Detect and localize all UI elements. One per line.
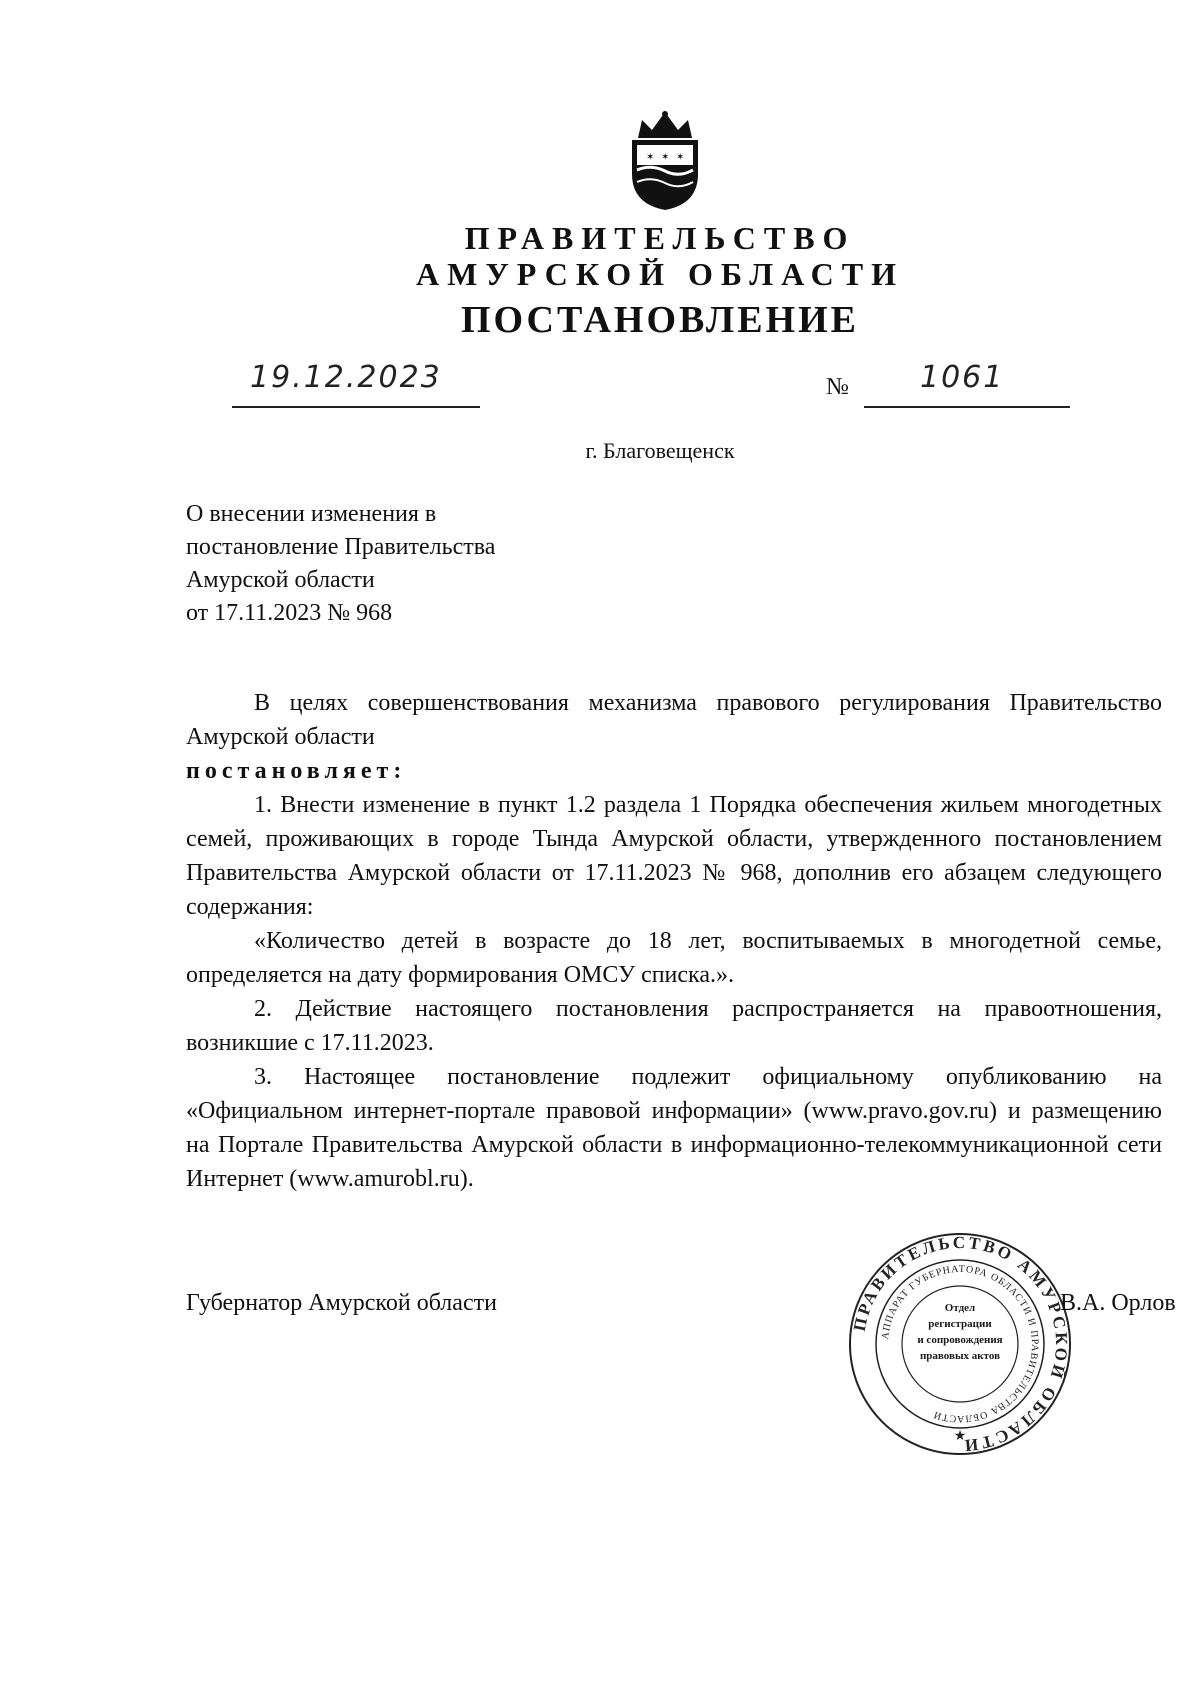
coat-of-arms-icon: [624, 108, 706, 212]
item-1-paragraph: 1. Внести изменение в пункт 1.2 раздела 1 Порядка обеспечения жильем многодетных семей, проживающих в городе Тында Амурской области, утвержденного постановлением Правительства Амурской области от 17.11.2023 № 968, дополнив его абзацем следующего содержания:: [186, 792, 1162, 920]
subject-line: от 17.11.2023 № 968: [186, 600, 393, 626]
stamp-center-text: [900, 1300, 1020, 1364]
number-value: 1061: [920, 360, 1005, 395]
subject-line: постановление Правительства: [186, 534, 496, 560]
number-field: [864, 360, 1070, 408]
signatory-name: В.А. Орлов: [1060, 1290, 1176, 1316]
date-value: 19.12.2023: [250, 360, 442, 395]
svg-text:✶: ✶: [661, 152, 670, 163]
decree-word: постановляет:: [186, 758, 407, 784]
org-name-line-2: АМУРСКОЙ ОБЛАСТИ: [416, 256, 904, 292]
item-3-paragraph: 3. Настоящее постановление подлежит официальному опубликованию на «Официальном интернет-портале правовой информации» (www.pravo.gov.ru) и размещению на Портале Правительства Амурской области в информационно-телекоммуникационной сети Интернет (www.amurobl.ru).: [186, 1064, 1162, 1192]
item-2-paragraph: 2. Действие настоящего постановления распространяется на правоотношения, возникшие с 17.11.2023.: [186, 996, 1162, 1056]
stamp-middle-text: АППАРАТ ГУБЕРНАТОРА ОБЛАСТИ И ПРАВИТЕЛЬСТВА ОБЛАСТИ: [880, 1263, 1041, 1425]
quote-paragraph: «Количество детей в возрасте до 18 лет, воспитываемых в многодетной семье, определяется на дату формирования ОМСУ списка.».: [186, 928, 1162, 988]
stamp-center-line: правовых актов: [919, 1350, 1001, 1362]
org-name-line-1: ПРАВИТЕЛЬСТВО: [464, 220, 856, 256]
subject-line: Амурской области: [186, 567, 375, 593]
stamp-center-line: регистрации: [928, 1318, 992, 1330]
document-body: [186, 686, 1162, 1196]
signatory-title: Губернатор Амурской области: [186, 1290, 497, 1316]
number-label: №: [826, 374, 849, 400]
document-type-title: ПОСТАНОВЛЕНИЕ: [460, 299, 860, 341]
official-stamp: [840, 1230, 1080, 1458]
svg-text:✶: ✶: [646, 152, 655, 163]
svg-text:✶: ✶: [676, 152, 685, 163]
subject-block: [186, 498, 606, 630]
svg-text:★: ★: [953, 1429, 967, 1444]
city-line: г. Благовещенск: [585, 438, 735, 463]
subject-line: О внесении изменения в: [186, 501, 437, 527]
date-field: [232, 360, 480, 408]
stamp-outer-text: ПРАВИТЕЛЬСТВО АМУРСКОЙ ОБЛАСТИ: [849, 1232, 1072, 1456]
intro-paragraph: В целях совершенствования механизма правового регулирования Правительство Амурской области: [186, 690, 1162, 750]
stamp-center-line: и сопровождения: [917, 1334, 1003, 1346]
stamp-center-line: Отдел: [944, 1302, 976, 1314]
